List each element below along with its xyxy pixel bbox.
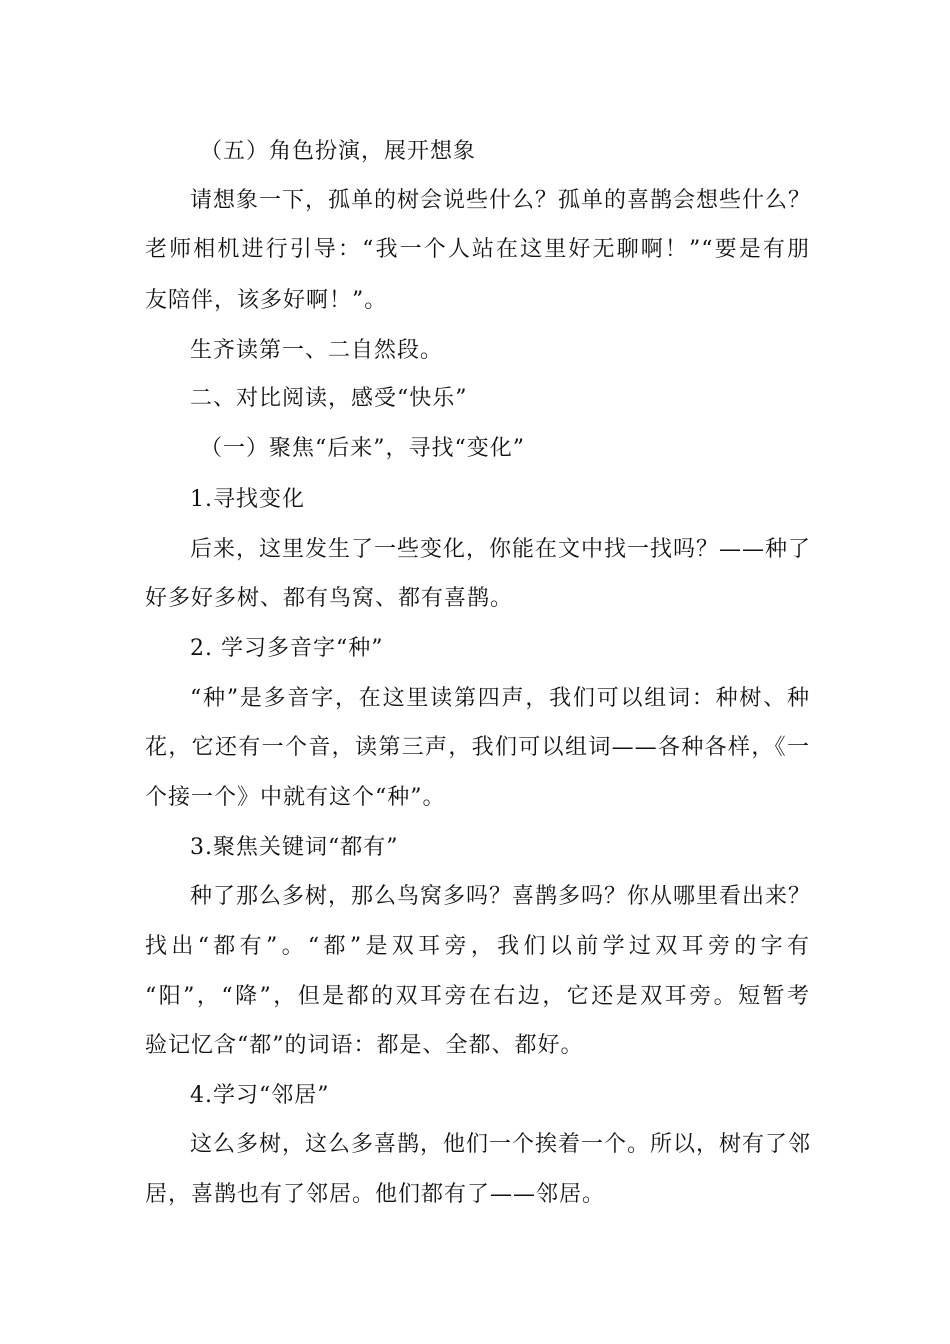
paragraph-line: 友陪伴，该多好啊！”。	[145, 288, 388, 313]
paragraph-line: 好多好多树、都有鸟窝、都有喜鹊。	[145, 586, 514, 611]
paragraph-line: 居，喜鹊也有了邻居。他们都有了——邻居。	[145, 1182, 606, 1207]
item-title-1: 1.寻找变化	[190, 487, 305, 512]
paragraph-line: 个接一个》中就有这个“种”。	[145, 785, 446, 810]
paragraph-line: 这么多树，这么多喜鹊，他们一个挨着一个。所以，树有了邻	[190, 1132, 812, 1157]
paragraph-line: 验记忆含“都”的词语：都是、全都、都好。	[145, 1033, 584, 1058]
paragraph-line: 花，它还有一个音，读第三声，我们可以组词——各种各样，《一	[145, 735, 810, 760]
item-title-4: 4.学习“邻居”	[190, 1083, 330, 1108]
paragraph-line: “阳”，“降”，但是都的双耳旁在右边，它还是双耳旁。短暂考	[145, 984, 810, 1009]
paragraph-line: 后来，这里发生了一些变化，你能在文中找一找吗？——种了	[190, 537, 812, 562]
paragraph-line: 种了那么多树，那么鸟窝多吗？喜鹊多吗？你从哪里看出来？	[190, 884, 812, 909]
paragraph-line: 老师相机进行引导：“我一个人站在这里好无聊啊！”“要是有朋	[145, 237, 810, 262]
section-heading-5: （五）角色扮演，展开想象	[200, 139, 477, 164]
paragraph-line: 生齐读第一、二自然段。	[190, 338, 444, 363]
paragraph-line: 请想象一下，孤单的树会说些什么？孤单的喜鹊会想些什么？	[190, 188, 812, 213]
item-title-3: 3.聚焦关键词“都有”	[190, 835, 399, 860]
item-title-2: 2. 学习多音字“种”	[190, 636, 384, 661]
subsection-heading-1: （一）聚焦“后来”，寻找“变化”	[200, 436, 525, 461]
paragraph-line: “种”是多音字，在这里读第四声，我们可以组词：种树、种	[190, 686, 810, 711]
part-heading-2: 二、对比阅读，感受“快乐”	[190, 386, 468, 411]
paragraph-line: 找出“都有”。“都”是双耳旁，我们以前学过双耳旁的字有	[145, 934, 810, 959]
